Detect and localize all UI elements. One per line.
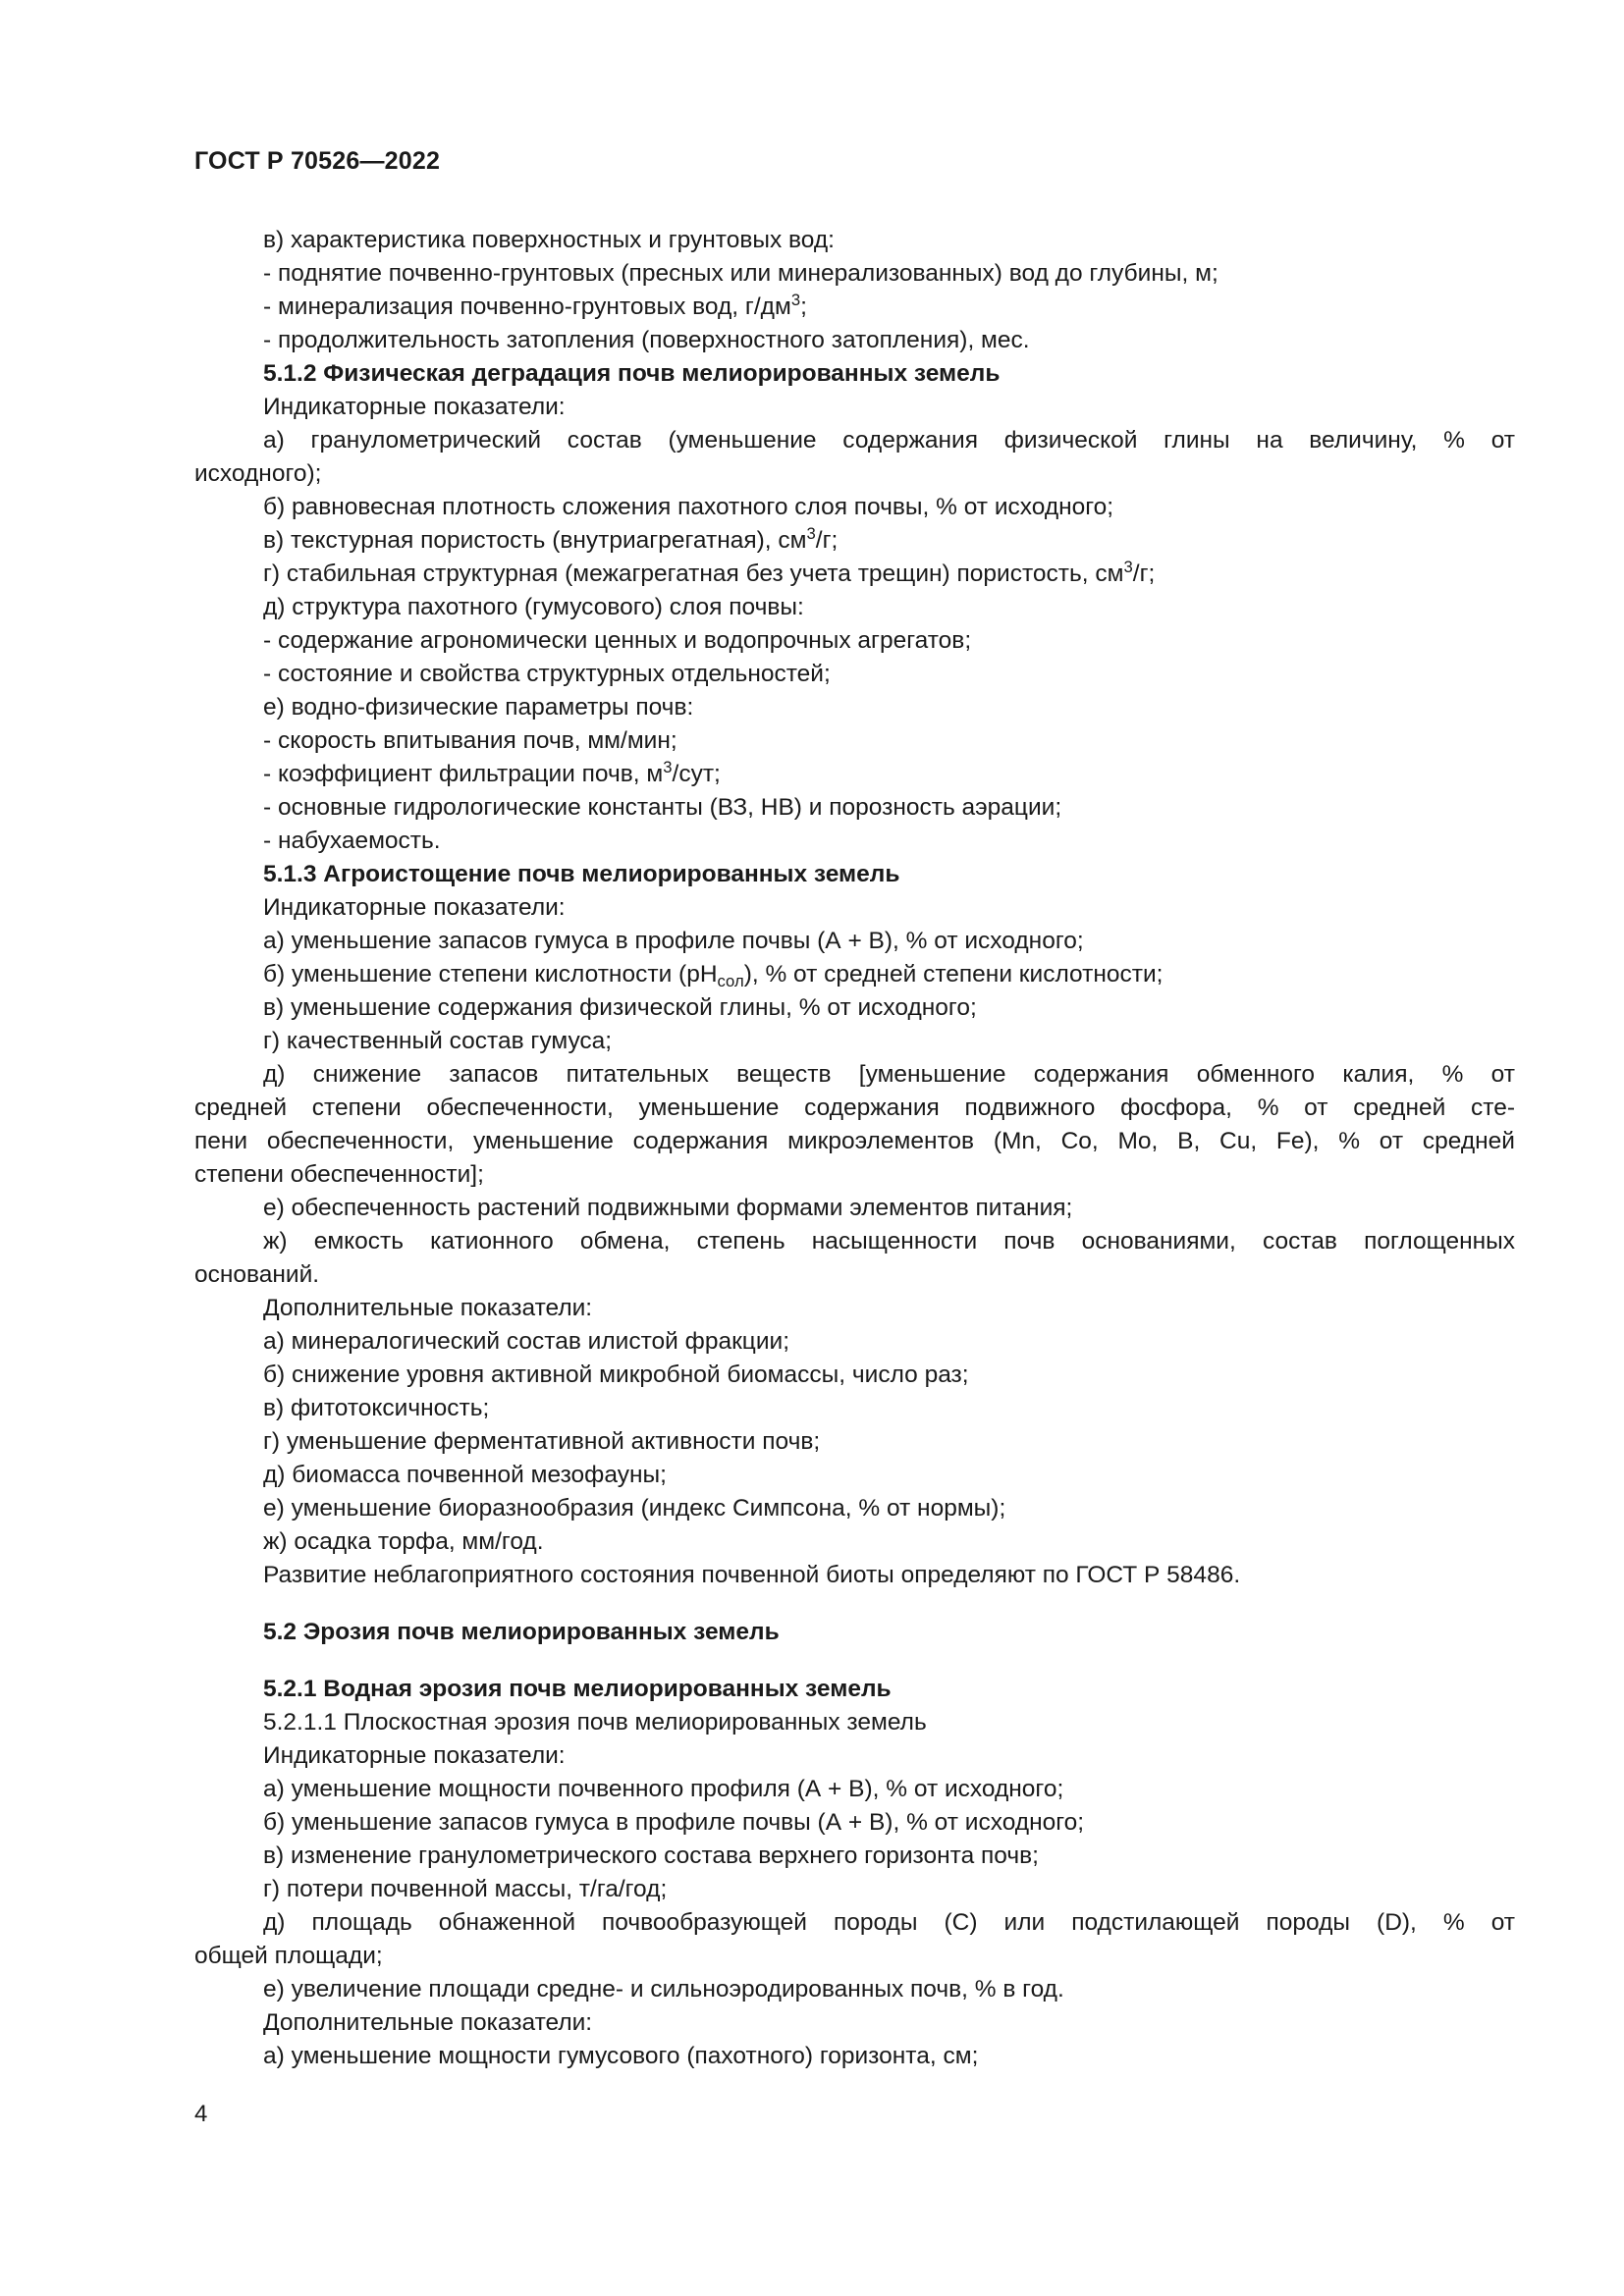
list-item-continuation: средней степени обеспеченности, уменьшение содержания подвижного фосфора, % от средней сте- <box>194 1095 1515 1121</box>
list-item: - коэффициент фильтрации почв, $м^3$/сут; <box>263 757 721 787</box>
list-item: д) биомасса почвенной мезофауны; <box>263 1462 667 1488</box>
list-item: - содержание агрономически ценных и водопрочных агрегатов; <box>263 627 972 654</box>
list-item: б) уменьшение запасов гумуса в профиле почвы (А + В), % от исходного; <box>263 1809 1085 1836</box>
section-heading-5-1-3: 5.1.3 Агроистощение почв мелиорированных земель <box>263 861 900 887</box>
list-item: а) минералогический состав илистой фракции; <box>263 1328 789 1355</box>
document-header: ГОСТ Р 70526—2022 <box>194 147 441 175</box>
list-item: б) уменьшение степени кислотности $(pH_{сол})$, % от средней степени кислотности; <box>263 961 1164 990</box>
subsection-heading-5-2-1-1: 5.2.1.1 Плоскостная эрозия почв мелиорированных земель <box>263 1709 927 1735</box>
list-item: а) уменьшение запасов гумуса в профиле почвы (А + В), % от исходного; <box>263 928 1084 954</box>
additional-label: Дополнительные показатели: <box>263 2009 593 2036</box>
list-item: б) снижение уровня активной микробной биомассы, число раз; <box>263 1362 969 1388</box>
list-item: а) гранулометрический состав (уменьшение содержания физической глины на величину, % от <box>263 427 1515 454</box>
list-item-continuation: общей площади; <box>194 1943 383 1969</box>
list-item: а) уменьшение мощности почвенного профиля (А + В), % от исходного; <box>263 1776 1064 1802</box>
list-item: в) фитотоксичность; <box>263 1395 490 1421</box>
document-body <box>194 224 1515 2073</box>
list-item: ж) осадка торфа, мм/год. <box>263 1528 544 1555</box>
list-item: - основные гидрологические константы (ВЗ, НВ) и порозность аэрации; <box>263 794 1062 821</box>
list-item: в) уменьшение содержания физической глины, % от исходного; <box>263 994 977 1021</box>
list-item-continuation: оснований. <box>194 1261 320 1288</box>
list-item: - продолжительность затопления (поверхностного затопления), мес. <box>263 327 1030 353</box>
list-item: б) равновесная плотность сложения пахотного слоя почвы, % от исходного; <box>263 494 1114 520</box>
list-item: в) изменение гранулометрического состава верхнего горизонта почв; <box>263 1842 1039 1869</box>
list-item: г) качественный состав гумуса; <box>263 1028 613 1054</box>
list-item: - поднятие почвенно-грунтовых (пресных или минерализованных) вод до глубины, м; <box>263 260 1218 287</box>
list-item: г) потери почвенной массы, т/га/год; <box>263 1876 668 1902</box>
list-item: е) водно-физические параметры почв: <box>263 694 694 721</box>
list-item-continuation: пени обеспеченности, уменьшение содержания микроэлементов (Mn, Co, Mo, B, Cu, Fe), % от средней <box>194 1128 1515 1154</box>
list-item-water-characteristics: в) характеристика поверхностных и грунтовых вод: <box>263 227 835 253</box>
list-item: г) уменьшение ферментативной активности почв; <box>263 1428 821 1455</box>
list-item: - состояние и свойства структурных отдельностей; <box>263 661 831 687</box>
section-heading-5-1-2: 5.1.2 Физическая деградация почв мелиорированных земель <box>263 360 1001 387</box>
indicator-label: Индикаторные показатели: <box>263 394 566 420</box>
list-item: д) снижение запасов питательных веществ [уменьшение содержания обменного калия, % от <box>263 1061 1515 1088</box>
list-item: д) структура пахотного (гумусового) слоя почвы: <box>263 594 804 620</box>
page-number: 4 <box>194 2101 208 2127</box>
list-item: а) уменьшение мощности гумусового (пахотного) горизонта, см; <box>263 2043 979 2069</box>
section-heading-5-2-1: 5.2.1 Водная эрозия почв мелиорированных земель <box>263 1676 892 1702</box>
paragraph-biota: Развитие неблагоприятного состояния почвенной биоты определяют по ГОСТ Р 58486. <box>263 1562 1241 1588</box>
section-heading-5-2: 5.2 Эрозия почв мелиорированных земель <box>263 1619 780 1645</box>
indicator-label: Индикаторные показатели: <box>263 1742 566 1769</box>
list-item: е) уменьшение биоразнообразия (индекс Симпсона, % от нормы); <box>263 1495 1006 1522</box>
list-item: - набухаемость. <box>263 828 441 854</box>
list-item: - минерализация почвенно-грунтовых вод, $г/дм^3$; <box>263 290 807 320</box>
list-item: д) площадь обнаженной почвообразующей породы (С) или подстилающей породы (D), % от <box>263 1909 1515 1936</box>
list-item: е) обеспеченность растений подвижными формами элементов питания; <box>263 1195 1073 1221</box>
list-item: в) текстурная пористость (внутриагрегатная), $см^3/г$; <box>263 523 839 554</box>
list-item: е) увеличение площади средне- и сильноэродированных почв, % в год. <box>263 1976 1064 2002</box>
list-item: г) стабильная структурная (межагрегатная без учета трещин) пористость, $см^3/г$; <box>263 557 1156 587</box>
list-item: ж) емкость катионного обмена, степень насыщенности почв основаниями, состав поглощенных <box>263 1228 1515 1255</box>
list-item-continuation: исходного); <box>194 460 322 487</box>
list-item-continuation: степени обеспеченности]; <box>194 1161 484 1188</box>
list-item: - скорость впитывания почв, мм/мин; <box>263 727 677 754</box>
indicator-label: Индикаторные показатели: <box>263 894 566 921</box>
additional-label: Дополнительные показатели: <box>263 1295 593 1321</box>
